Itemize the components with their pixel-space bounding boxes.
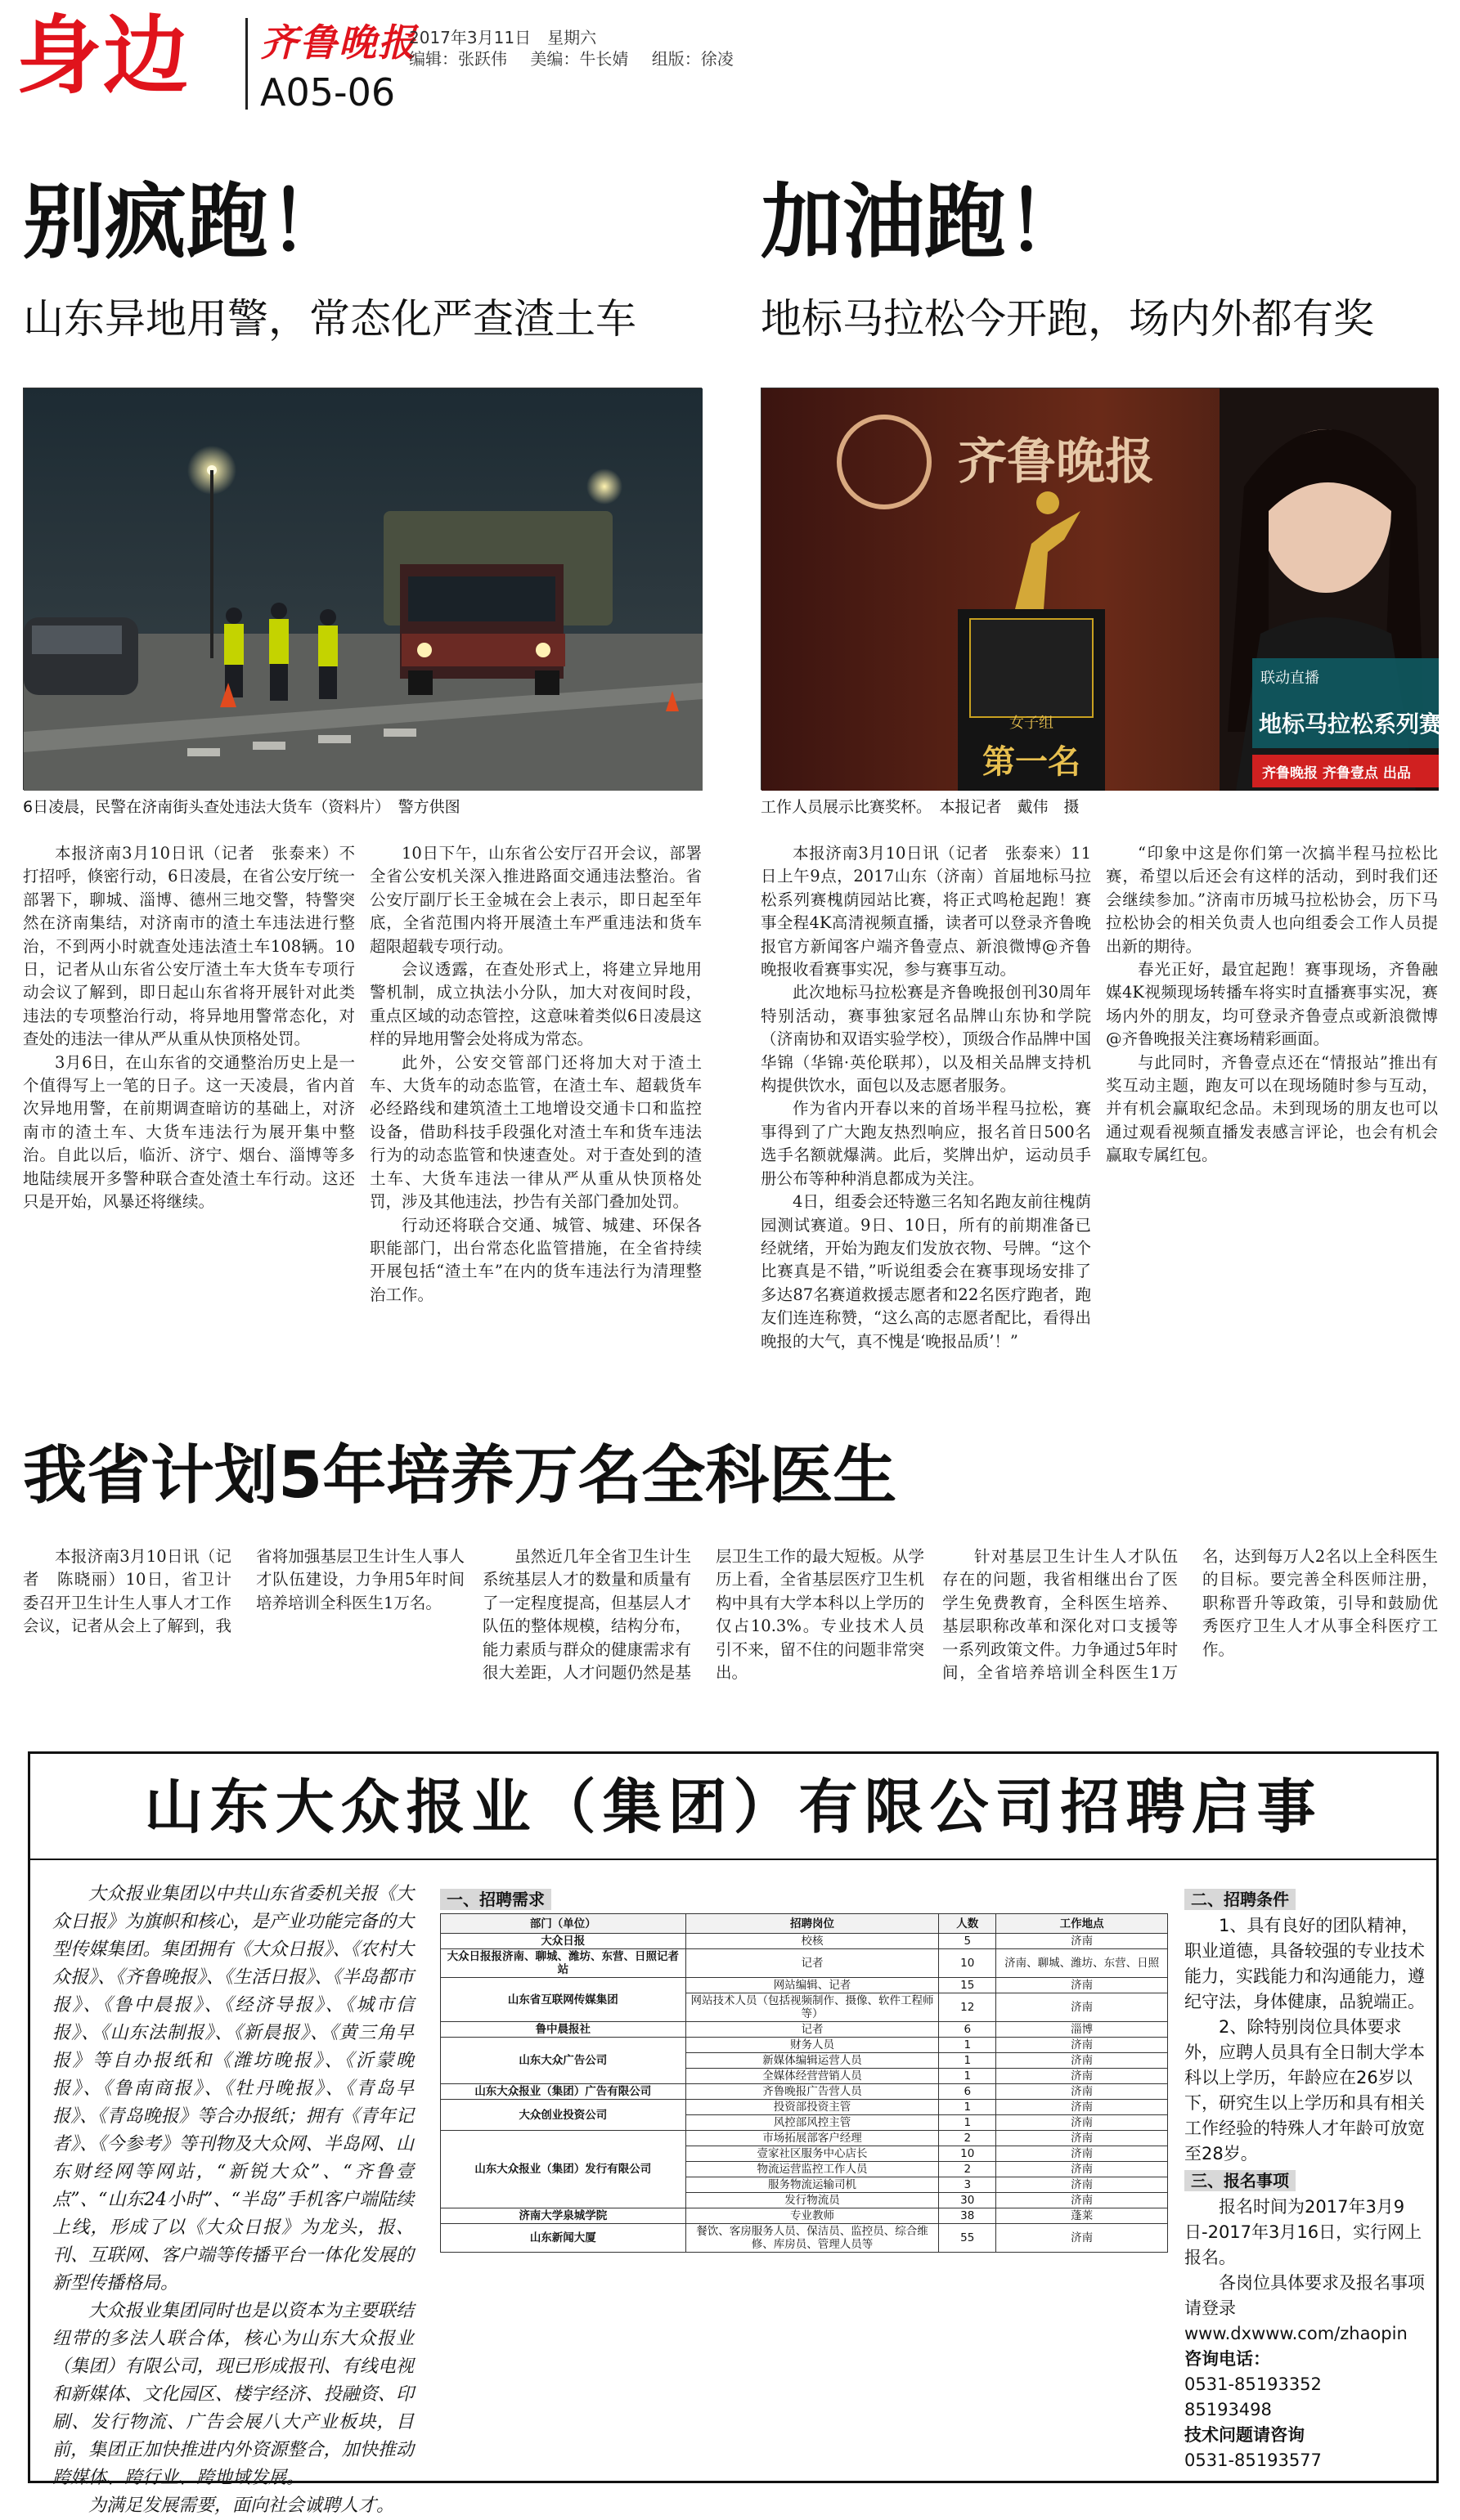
table-cell-position: 专业教师 xyxy=(685,2208,939,2224)
table-cell-position: 网站技术人员（包括视频制作、摄像、软件工程师等） xyxy=(685,1993,939,2022)
table-cell-location: 济南 xyxy=(996,2100,1168,2115)
table-cell-count: 6 xyxy=(939,2022,996,2038)
table-cell-location: 济南 xyxy=(996,2038,1168,2053)
paragraph: 本报济南3月10日讯（记者 张泰来）11日上午9点，2017山东（济南）首届地标马拉松系列赛槐荫园站比赛，将正式鸣枪起跑！赛事全程4K高清视频直播，读者可以登录齐鲁晚报官方新闻客户端齐鲁壹点、新浪微博@齐鲁晚报收看赛事实况，参与赛事互动。 xyxy=(761,844,1091,980)
table-cell-location: 济南 xyxy=(996,2224,1168,2253)
table-cell-count: 5 xyxy=(939,1934,996,1949)
paragraph: 此外，公安交管部门还将加大对于渣土车、大货车的动态监管，在渣土车、超载货车必经路线和建筑渣土工地增设交通卡口和监控设备，借助科技手段强化对渣土车和货车违法行为的动态监管和快速查处。对于查处到的渣土车、大货车违法一律从严从重从快顶格处罚，涉及其他违法，抄告有关部门叠加处罚。 xyxy=(370,1052,702,1212)
story-doctors-column-3 xyxy=(942,1545,1438,1735)
table-header: 部门（单位） xyxy=(441,1914,686,1934)
table-header: 人数 xyxy=(939,1914,996,1934)
table-row xyxy=(441,1949,1168,1978)
paragraph: 作为省内开春以来的首场半程马拉松，赛事得到了广大跑友热烈响应，报名首日500名选手名额就爆满。此后，奖牌出炉，运动员手册公布等种种消息都成为关注。 xyxy=(761,1099,1091,1188)
table-cell-count: 1 xyxy=(939,2115,996,2131)
table-row xyxy=(441,2084,1168,2100)
paragraph: 大众报业集团同时也是以资本为主要联结纽带的多法人联合体，核心为山东大众报业（集团）有限公司，现已形成报刊、有线电视和新媒体、文化园区、楼宇经济、投融资、印刷、发行物流、广告会展八大产业板块，目前，集团正加快推进内外资源整合，加快推动跨媒体、跨行业、跨地域发展。 xyxy=(52,2301,414,2488)
apply-text: 报名时间为2017年3月9日-2017年3月16日，实行网上报名。 xyxy=(1184,2197,1422,2267)
table-cell-count: 2 xyxy=(939,2162,996,2177)
paragraph: 4日，组委会还特邀三名知名跑友前往槐荫园测试赛道。9日、10日，所有的前期准备已经就绪，开始为跑友们发放衣物、号牌。“这个比赛真是不错，”听说组委会在赛事现场安排了多达87名赛道救援志愿者和22名医疗跑者，跑友们连连称赞，“这么高的志愿者配比，看得出晚报的大气，真不愧是‘晚报品质’！” xyxy=(761,1192,1091,1351)
table-cell-location: 济南 xyxy=(996,2084,1168,2100)
table-row xyxy=(441,2131,1168,2146)
table-cell-location: 济南 xyxy=(996,2131,1168,2146)
table-cell-position: 投资部投资主管 xyxy=(685,2100,939,2115)
headline-right: 加油跑！ xyxy=(761,174,1088,270)
recruitment-table xyxy=(440,1913,1168,2253)
paragraph: 行动还将联合交通、城管、城建、环保各职能部门，出台常态化监管措施，在全省持续开展包括“渣土车”在内的货车违法行为清理整治工作。 xyxy=(370,1215,702,1304)
tech-label: 技术问题请咨询 xyxy=(1184,2425,1305,2445)
footer-text: 齐鲁晚报 齐鲁壹点 出品 xyxy=(1262,765,1411,782)
table-cell-count: 55 xyxy=(939,2224,996,2253)
table-cell-dept: 大众创业投资公司 xyxy=(441,2100,686,2131)
table-cell-dept: 山东新闻大厦 xyxy=(441,2224,686,2253)
table-cell-location: 济南 xyxy=(996,1978,1168,1993)
table-cell-position: 记者 xyxy=(685,1949,939,1978)
table-cell-count: 10 xyxy=(939,2146,996,2162)
table-row xyxy=(441,2208,1168,2224)
table-cell-count: 1 xyxy=(939,2053,996,2069)
subhead-left: 山东异地用警，常态化严查渣土车 xyxy=(23,295,636,343)
art-credit: 美编：牛长婧 xyxy=(530,49,629,69)
table-cell-count: 3 xyxy=(939,2177,996,2193)
headline-doctors: 我省计划5年培养万名全科医生 xyxy=(23,1439,897,1513)
paragraph: 针对基层卫生计生人才队伍存在的问题，我省相继出台了医学生免费教育，全科医生培养、基层职称改革和深化对口支援等一系列政策文件。力争通过5年时间，全省培养培训全科医生1万名，达到每万人2名以上全科医生的目标。要完善全科医师注册，职称晋升等政策，引导和鼓励优秀医疗卫生人才从事全科医疗工作。 xyxy=(942,1547,1438,1683)
paragraph: 与此同时，齐鲁壹点还在“情报站”推出有奖互动主题，跑友可以在现场随时参与互动，并有机会赢取纪念品。未到现场的朋友也可以通过观看视频直播发表感言评论，也会有机会赢取专属红包。 xyxy=(1106,1052,1438,1165)
table-cell-count: 12 xyxy=(939,1993,996,2022)
table-cell-location: 济南 xyxy=(996,2146,1168,2162)
proof-credit: 组版：徐凌 xyxy=(651,49,734,69)
table-cell-location: 济南 xyxy=(996,2115,1168,2131)
apply-label: 三、报名事项 xyxy=(1184,2170,1296,2191)
story-left-column-1 xyxy=(23,842,355,1449)
table-cell-position: 网站编辑、记者 xyxy=(685,1978,939,1993)
headline-left: 别疯跑！ xyxy=(23,174,350,270)
table-cell-count: 1 xyxy=(939,2069,996,2084)
story-right-column-2 xyxy=(1106,842,1438,1449)
table-cell-position: 发行物流员 xyxy=(685,2193,939,2208)
photo-trophy xyxy=(761,388,1443,790)
table-cell-position: 餐饮、客房服务人员、保洁员、监控员、综合维修、库房员、管理人员等 xyxy=(685,2224,939,2253)
table-cell-dept: 鲁中晨报社 xyxy=(441,2022,686,2038)
table-cell-position: 物流运营监控工作人员 xyxy=(685,2162,939,2177)
paragraph: 本报济南3月10日讯（记者 陈晓丽）10日，省卫计委召开卫生计生人事人才工作会议，记者从会上了解到，我省将加强基层卫生计生人事人才队伍建设，力争用5年时间培养培训全科医生1万名。 xyxy=(23,1547,465,1636)
recruitment-title-band xyxy=(30,1754,1436,1860)
table-cell-position: 市场拓展部客户经理 xyxy=(685,2131,939,2146)
table-row xyxy=(441,2022,1168,2038)
table-cell-position: 校核 xyxy=(685,1934,939,1949)
table-cell-location: 济南 xyxy=(996,2177,1168,2193)
consult-phones: 0531-85193352 85193498 xyxy=(1184,2374,1339,2419)
paragraph: 本报济南3月10日讯（记者 张泰来）不打招呼，倏密行动，6日凌晨，在省公安厅统一部署下，聊城、淄博、德州三地交警，特警突然在济南集结，对济南市的渣土车违法进行整治，不到两小时就查处违法渣土车108辆。10日，记者从山东省公安厅渣土车大货车专项行动会议了解到，即日起山东省将开展针对此类违法的专项整治行动，将异地用警常态化，对查处的违法一律从严从重从快顶格处罚。 xyxy=(23,844,355,1049)
recruitment-right-column xyxy=(1184,1889,1425,2473)
consult-label: 咨询电话： xyxy=(1184,2349,1270,2369)
table-cell-location: 蓬莱 xyxy=(996,2208,1168,2224)
table-row xyxy=(441,2038,1168,2053)
apply-text-2: 各岗位具体要求及报名事项请登录www.dxwww.com/zhaopin xyxy=(1184,2273,1425,2343)
story-doctors-column-1 xyxy=(23,1545,465,1735)
table-cell-dept: 山东省互联网传媒集团 xyxy=(441,1978,686,2022)
table-row xyxy=(441,2224,1168,2253)
table-cell-position: 全媒体经营营销人员 xyxy=(685,2069,939,2084)
paragraph: “印象中这是你们第一次搞半程马拉松比赛，希望以后还会有这样的活动，到时我们还会继续参加。”济南市历城马拉松协会，历下马拉松协会的相关负责人也向组委会工作人员提出新的期待。 xyxy=(1106,844,1438,956)
paragraph: 为满足发展需要，面向社会诚聘人才。 xyxy=(88,2495,395,2516)
table-cell-count: 1 xyxy=(939,2038,996,2053)
photo-caption-right: 工作人员展示比赛奖杯。 本报记者 戴伟 摄 xyxy=(761,798,1080,816)
badge-small-text: 联动直播 xyxy=(1260,670,1319,687)
trophy-rank-text: 第一名 xyxy=(982,743,1080,781)
paragraph: 10日下午，山东省公安厅召开会议，部署全省公安机关深入推进路面交通违法整治。省公安厅副厅长王金城在会上表示，即日起至年底，全省范围内将开展渣土车严重违法和货车超限超载专项行动。 xyxy=(370,844,702,956)
table-cell-position: 记者 xyxy=(685,2022,939,2038)
table-cell-dept: 大众日报 xyxy=(441,1934,686,1949)
condition-item: 1、具有良好的团队精神，职业道德，具备较强的专业技术能力，实践能力和沟通能力，遵纪守法，身体健康，品貌端正。 xyxy=(1184,1916,1425,2011)
table-cell-location: 济南、聊城、潍坊、东营、日照 xyxy=(996,1949,1168,1978)
table-row xyxy=(441,1978,1168,1993)
conditions-label: 二、招聘条件 xyxy=(1184,1889,1296,1910)
recruitment-table-body xyxy=(441,1934,1168,2253)
paragraph: 3月6日，在山东省的交通整治历史上是一个值得写上一笔的日子。这一天凌晨，省内首次异地用警，在前期调查暗访的基础上，对济南市的渣土车、大货车违法行为展开集中整治。自此以后，临沂、济宁、烟台、淄博等多地陆续展开多警种联合查处渣土车行动。这还只是开始，风暴还将继续。 xyxy=(23,1052,355,1212)
photo-police-check xyxy=(23,388,702,790)
photo-caption-left: 6日凌晨，民警在济南街头查处违法大货车（资料片） 警方供图 xyxy=(23,798,460,816)
paragraph: 会议透露，在查处形式上，将建立异地用警机制，成立执法小分队，加大对夜间时段，重点区域的动态管控，这意味着类似6日凌晨这样的异地用警会处将成为常态。 xyxy=(370,960,702,1049)
badge-text: 地标马拉松系列赛 xyxy=(1259,711,1443,738)
table-cell-dept: 大众日报报济南、聊城、潍坊、东营、日照记者站 xyxy=(441,1949,686,1978)
table-header-row xyxy=(441,1914,1168,1934)
paragraph: 大众报业集团以中共山东省委机关报《大众日报》为旗帜和核心，是产业功能完备的大型传媒集团。集团拥有《大众日报》、《农村大众报》、《齐鲁晚报》、《生活日报》、《半岛都市报》、《鲁中晨报》、《经济导报》、《城市信报》、《山东法制报》、《新晨报》、《黄三角早报》等自办报纸和《潍坊晚报》、《沂蒙晚报》、《鲁南商报》、《牡丹晚报》、《青岛早报》、《青岛晚报》等合办报纸；拥有《青年记者》、《今参考》等刊物及大众网、半岛网、山东财经网等网站，“新锐大众”、“齐鲁壹点”、“山东24小时”、“半岛”手机客户端陆续上线，形成了以《大众日报》为龙头，报、刊、互联网、客户端等传播平台一体化发展的新型传播格局。 xyxy=(52,1884,414,2294)
table-cell-count: 15 xyxy=(939,1978,996,1993)
table-cell-count: 2 xyxy=(939,2131,996,2146)
trophy-label-text: 女子组 xyxy=(1009,715,1053,732)
table-cell-dept: 山东大众报业（集团）发行有限公司 xyxy=(441,2131,686,2208)
brand-logo: 齐鲁晚报 xyxy=(260,20,417,65)
condition-item: 2、除特别岗位具体要求外，应聘人员具有全日制大学本科以上学历，年龄应在26岁以下，研究生以上学历和具有相关工作经验的特殊人才年龄可放宽至28岁。 xyxy=(1184,2017,1425,2164)
paragraph: 虽然近几年全省卫生计生系统基层人才的数量和质量有了一定程度提高，但基层人才队伍的整体规模，结构分布，能力素质与群众的健康需求有很大差距，人才问题仍然是基层卫生工作的最大短板。从学历上看，全省基层医疗卫生机构中具有大学本科以上学历的仅占10.3%。专业技术人员引不来，留不住的问题非常突出。 xyxy=(483,1547,924,1683)
subhead-right: 地标马拉松今开跑，场内外都有奖 xyxy=(761,295,1374,343)
recruitment-demand-label: 一、招聘需求 xyxy=(440,1889,551,1910)
table-cell-count: 10 xyxy=(939,1949,996,1978)
recruitment-title: 山东大众报业（集团）有限公司招聘启事 xyxy=(144,1773,1323,1841)
table-cell-position: 新媒体编辑运营人员 xyxy=(685,2053,939,2069)
table-cell-position: 齐鲁晚报广告营人员 xyxy=(685,2084,939,2100)
table-cell-position: 财务人员 xyxy=(685,2038,939,2053)
trophy-image xyxy=(761,388,1443,791)
tech-phone: 0531-85193577 xyxy=(1184,2450,1322,2470)
table-cell-dept: 山东大众广告公司 xyxy=(441,2038,686,2084)
table-row xyxy=(441,1934,1168,1949)
table-cell-location: 淄博 xyxy=(996,2022,1168,2038)
table-cell-count: 30 xyxy=(939,2193,996,2208)
story-doctors-column-2 xyxy=(483,1545,924,1735)
table-cell-dept: 山东大众报业（集团）广告有限公司 xyxy=(441,2084,686,2100)
paragraph: 此次地标马拉松赛是齐鲁晚报创刊30周年特别活动，赛事独家冠名品牌山东协和学院（济南协和双语实验学校），顶级合作品牌中国华锦（华锦·英伦联邦），以及相关品牌支持机构提供饮水，面包以及志愿者服务。 xyxy=(761,983,1091,1096)
story-left-column-2 xyxy=(370,842,702,1449)
table-cell-count: 6 xyxy=(939,2084,996,2100)
editor-credit: 编辑：张跃伟 xyxy=(409,49,507,69)
table-cell-dept: 济南大学泉城学院 xyxy=(441,2208,686,2224)
table-cell-location: 济南 xyxy=(996,2193,1168,2208)
story-right-column-1 xyxy=(761,842,1091,1449)
issue-date: 2017年3月11日 星期六 xyxy=(409,28,597,47)
page-number: A05-06 xyxy=(260,70,396,114)
banner-text: 齐鲁晚报 xyxy=(958,433,1154,491)
recruitment-table-wrap xyxy=(440,1913,1168,2469)
table-cell-location: 济南 xyxy=(996,2162,1168,2177)
night-street-image xyxy=(24,388,703,791)
table-cell-position: 服务物流运输司机 xyxy=(685,2177,939,2193)
editor-credits xyxy=(409,46,752,70)
table-cell-location: 济南 xyxy=(996,2069,1168,2084)
table-cell-position: 风控部风控主管 xyxy=(685,2115,939,2131)
paragraph: 春光正好，最宜起跑！赛事现场，齐鲁融媒4K视频现场转播车将实时直播赛事实况，赛场内外的朋友，均可登录齐鲁壹点或新浪微博@齐鲁晚报关注赛场精彩画面。 xyxy=(1106,960,1438,1049)
table-cell-location: 济南 xyxy=(996,1934,1168,1949)
header-divider xyxy=(245,18,248,110)
page-header xyxy=(0,0,1460,123)
section-title: 身边 xyxy=(16,6,191,105)
recruitment-intro xyxy=(52,1881,414,2516)
table-cell-count: 38 xyxy=(939,2208,996,2224)
table-cell-location: 济南 xyxy=(996,1993,1168,2022)
table-cell-location: 济南 xyxy=(996,2053,1168,2069)
table-cell-position: 壹家社区服务中心店长 xyxy=(685,2146,939,2162)
table-header: 招聘岗位 xyxy=(685,1914,939,1934)
table-header: 工作地点 xyxy=(996,1914,1168,1934)
table-row xyxy=(441,2100,1168,2115)
table-cell-count: 1 xyxy=(939,2100,996,2115)
